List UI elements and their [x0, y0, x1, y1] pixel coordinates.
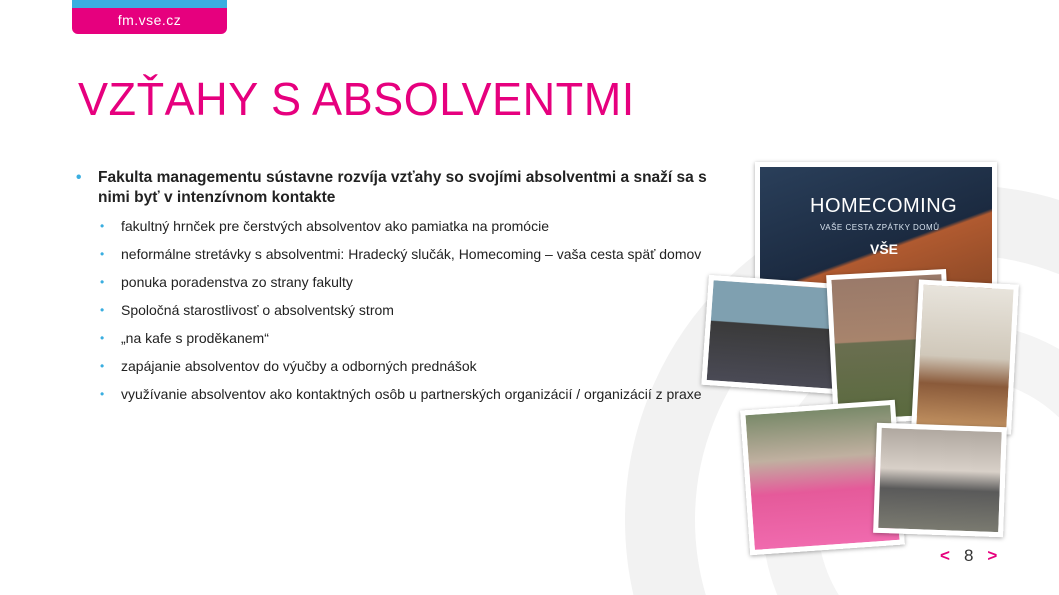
sub-bullet-text: „na kafe s proděkanem“: [121, 330, 269, 346]
poster-logo: VŠE: [870, 241, 899, 257]
bullet-icon: •: [100, 359, 105, 373]
sub-bullet-list: [58, 216, 718, 404]
sub-bullet-text: ponuka poradenstva zo strany fakulty: [121, 274, 353, 290]
site-tab[interactable]: [72, 0, 227, 34]
sub-bullet: [58, 300, 718, 320]
site-tab-stripe: [72, 0, 227, 8]
site-tab-label: fm.vse.cz: [117, 12, 182, 28]
bullet-icon: •: [100, 219, 105, 233]
sub-bullet: [58, 272, 718, 292]
man-photo: [911, 279, 1019, 434]
bullet-icon: •: [100, 331, 105, 345]
bullet-icon: •: [76, 169, 82, 186]
slide-content: [58, 168, 718, 412]
sub-bullet-text: neformálne stretávky s absolventmi: Hradecký slučák, Homecoming – vaša cesta späť domov: [121, 246, 702, 262]
sub-bullet: [58, 244, 718, 264]
bullet-icon: •: [100, 275, 105, 289]
sub-bullet: [58, 216, 718, 236]
sub-bullet: [58, 384, 718, 404]
bullet-icon: •: [100, 247, 105, 261]
sub-bullet-text: Spoločná starostlivosť o absolventský strom: [121, 302, 394, 318]
poster-subtitle: VAŠE CESTA ZPÁTKY DOMŮ: [820, 223, 940, 232]
photo-collage: [700, 160, 1055, 550]
main-bullet-text: Fakulta managementu sústavne rozvíja vzťahy so svojími absolventmi a snaží sa s nimi byť v intenzívnom kontakte: [98, 169, 707, 206]
main-bullet: [58, 168, 718, 208]
page-number: 8: [963, 546, 974, 565]
prev-arrow-icon[interactable]: <: [940, 546, 950, 565]
next-arrow-icon[interactable]: >: [987, 546, 998, 565]
sub-bullet-text: zapájanie absolventov do výučby a odborných prednášok: [121, 358, 477, 374]
bullet-icon: •: [100, 387, 105, 401]
slide-title: VZŤAHY S ABSOLVENTMI: [78, 73, 635, 125]
slide-pager: [940, 546, 997, 566]
poster-title: HOMECOMING: [810, 195, 958, 217]
sub-bullet-text: využívanie absolventov ako kontaktných osôb u partnerských organizácií / organizácií z praxe: [121, 386, 702, 402]
sub-bullet: [58, 328, 718, 348]
sub-bullet: [58, 356, 718, 376]
sub-bullet-text: fakultný hrnček pre čerstvých absolventov ako pamiatka na promócie: [121, 218, 549, 234]
lecture-photo: [873, 423, 1007, 537]
bullet-icon: •: [100, 303, 105, 317]
